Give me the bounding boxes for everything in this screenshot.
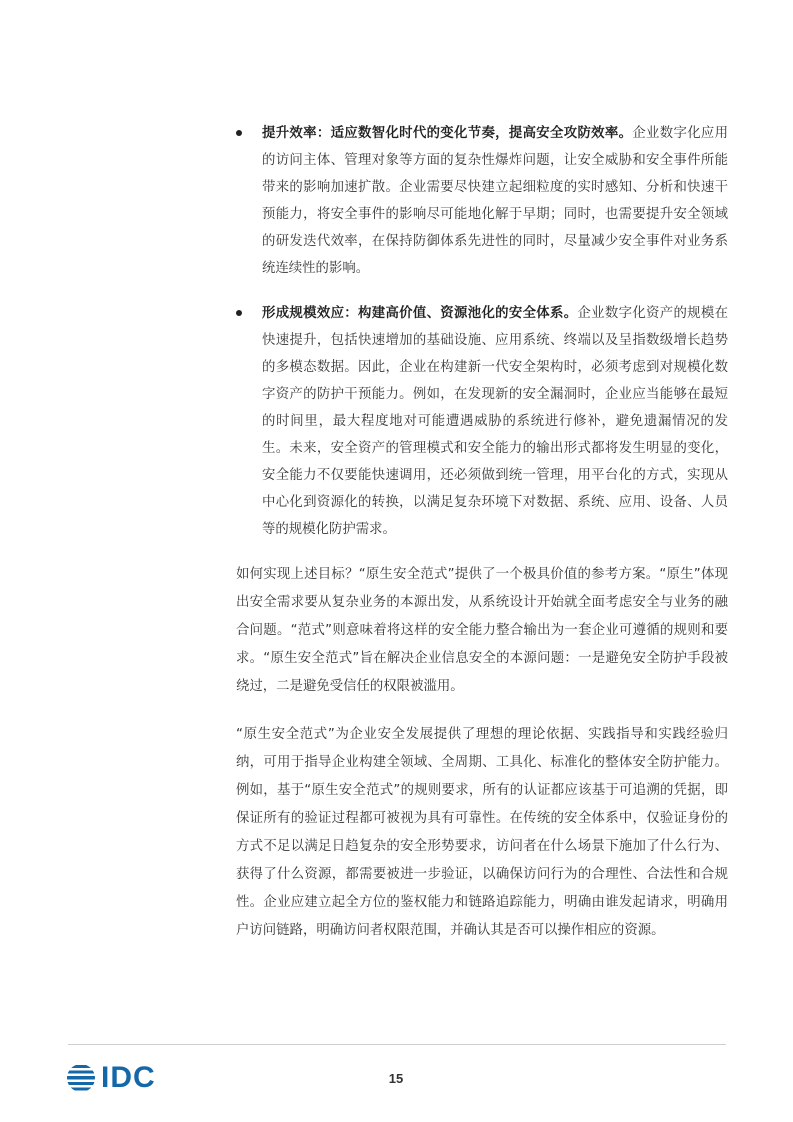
bullet-body: 企业数字化资产的规模在快速提升，包括快速增加的基础设施、应用系统、终端以及呈指数级增长趋势的多模态数据。因此，企业在构建新一代安全架构时，必须考虑到对规模化数字资产的防护干预能力。例如，在发现新的安全漏洞时，企业应当能够在最短的时间里，最大程度地对可能遭遇威胁的系统进行修补，避免遗漏情况的发生。未来，安全资产的管理模式和安全能力的输出形式都将发生明显的变化，安全能力不仅要能快速调用，还必须做到统一管理，用平台化的方式，实现从中心化到资源化的转换，以满足复杂环境下对数据、系统、应用、设备、人员等的规模化防护需求。 [262, 306, 728, 537]
idc-logo [66, 1063, 156, 1093]
main-content [236, 120, 728, 965]
bullet-dot-icon [236, 130, 242, 136]
bullet-text [262, 120, 728, 282]
bullet-dot-icon [236, 310, 242, 316]
bullet-lead: 形成规模效应：构建高价值、资源池化的安全体系。 [262, 306, 578, 321]
bullet-text [262, 300, 728, 543]
bullet-item [236, 120, 728, 282]
bullet-item [236, 300, 728, 543]
paragraph: “原生安全范式”为企业安全发展提供了理想的理论依据、实践指导和实践经验归纳，可用于指导企业构建全领域、全周期、工具化、标准化的整体安全防护能力。例如，基于“原生安全范式”的规则要求，所有的认证都应该基于可追溯的凭据，即保证所有的验证过程都可被视为具有可靠性。在传统的安全体系中，仅验证身份的方式不足以满足日趋复杂的安全形势要求，访问者在什么场景下施加了什么行为、获得了什么资源，都需要被进一步验证，以确保访问行为的合理性、合法性和合规性。企业应建立起全方位的鉴权能力和链路追踪能力，明确由谁发起请求，明确用户访问链路，明确访问者权限范围，并确认其是否可以操作相应的资源。 [236, 727, 728, 938]
idc-globe-icon [66, 1063, 96, 1093]
logo-wordmark: IDC [101, 1061, 156, 1094]
paragraph: 如何实现上述目标？“原生安全范式”提供了一个极具价值的参考方案。“原生”体现出安全需求要从复杂业务的本源出发，从系统设计开始就全面考虑安全与业务的融合问题。“范式”则意味着将这样的安全能力整合输出为一套企业可遵循的规则和要求。“原生安全范式”旨在解决企业信息安全的本源问题：一是避免安全防护手段被绕过，二是避免受信任的权限被滥用。 [236, 567, 728, 694]
footer-divider [68, 1044, 726, 1045]
page-number: 15 [388, 1071, 404, 1086]
bullet-lead: 提升效率：适应数智化时代的变化节奏，提高安全攻防效率。 [262, 126, 633, 141]
bullet-body: 企业数字化应用的访问主体、管理对象等方面的复杂性爆炸问题，让安全威胁和安全事件所能带来的影响加速扩散。企业需要尽快建立起细粒度的实时感知、分析和快速干预能力，将安全事件的影响尽可能地化解于早期；同时，也需要提升安全领域的研发迭代效率，在保持防御体系先进性的同时，尽量减少安全事件对业务系统连续性的影响。 [262, 126, 729, 276]
